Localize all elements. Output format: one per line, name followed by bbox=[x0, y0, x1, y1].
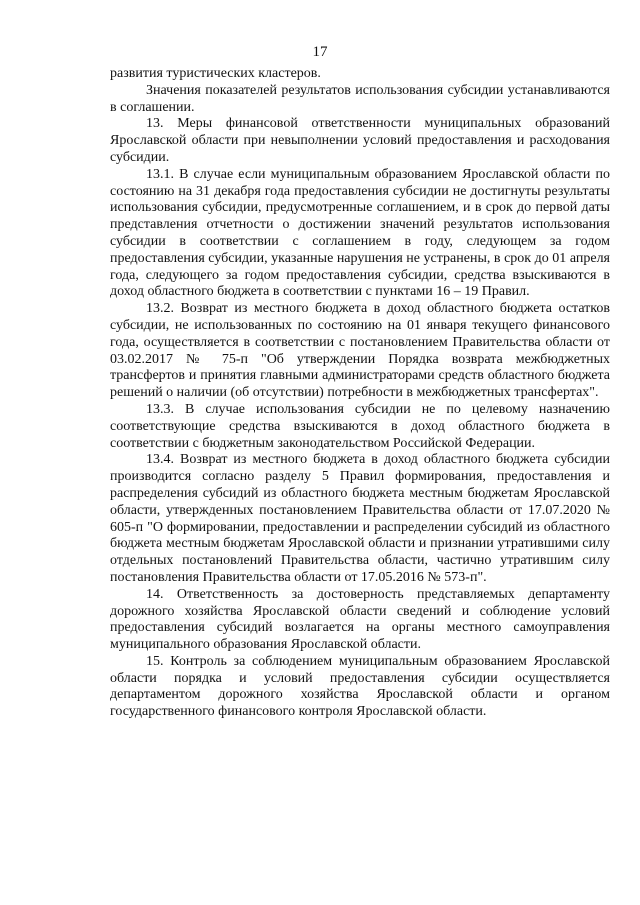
paragraph: 13.4. Возврат из местного бюджета в доход областного бюджета субсидии производится согласно разделу 5 Правил формирования, предоставления и распределения субсидий из областного бюджета местным бюджетам Ярославской области, утвержденных постановлением Правительства области от 17.07.2020 № 605-п "О формировании, предоставлении и распределении субсидий из областного бюджета местным бюджетам Ярославской области и признании утратившими силу отдельных постановлений Правительства области, частично утратившим силу постановления Правительства области от 17.05.2016 № 573-п". bbox=[110, 452, 610, 585]
paragraph: 13.2. Возврат из местного бюджета в доход областного бюджета остатков субсидии, не использованных по состоянию на 01 января текущего финансового года, осуществляется в соответствии с постановлением Правительства области от 03.02.2017 № 75-п "Об утверждении Порядка возврата межбюджетных трансфертов и принятия главными администраторами средств областного бюджета решений о наличии (об отсутствии) потребности в межбюджетных трансфертах". bbox=[110, 301, 610, 401]
page-number: 17 bbox=[312, 44, 328, 60]
paragraph: 13. Меры финансовой ответственности муниципальных образований Ярославской области при невыполнении условий предоставления и расходования субсидии. bbox=[110, 116, 610, 165]
paragraph: 13.3. В случае использования субсидии не по целевому назначению соответствующие средства взыскиваются в доход областного бюджета в соответствии с бюджетным законодательством Российской Федерации. bbox=[110, 401, 610, 451]
paragraph: 15. Контроль за соблюдением муниципальным образованием Ярославской области порядка и условий предоставления субсидии осуществляется департаментом дорожного хозяйства Ярославской области и органом государственного финансового контроля Ярославской области. bbox=[110, 653, 610, 720]
paragraph: 13.1. В случае если муниципальным образованием Ярославской области по состоянию на 31 декабря года предоставления субсидии не достигнуты результаты использования субсидии, предусмотренные соглашением, и в срок до первой даты представления отчетности о достижении значений результатов использования субсидии в соответствии с соглашением в году, следующем за годом предоставления субсидии, указанные нарушения не устранены, в срок до 01 апреля года, следующего за годом предоставления субсидии, средства взыскиваются в доход областного бюджета в соответствии с пунктами 16 – 19 Правил. bbox=[110, 166, 610, 300]
document-body bbox=[110, 66, 610, 721]
paragraph: 14. Ответственность за достоверность представляемых департаменту дорожного хозяйства Ярославской области сведений и соблюдение условий предоставления субсидий возлагается на органы местного самоуправления муниципального образования Ярославской области. bbox=[110, 586, 610, 653]
paragraph: Значения показателей результатов использования субсидии устанавливаются в соглашении. bbox=[110, 82, 610, 115]
paragraph: развития туристических кластеров. bbox=[110, 66, 321, 81]
